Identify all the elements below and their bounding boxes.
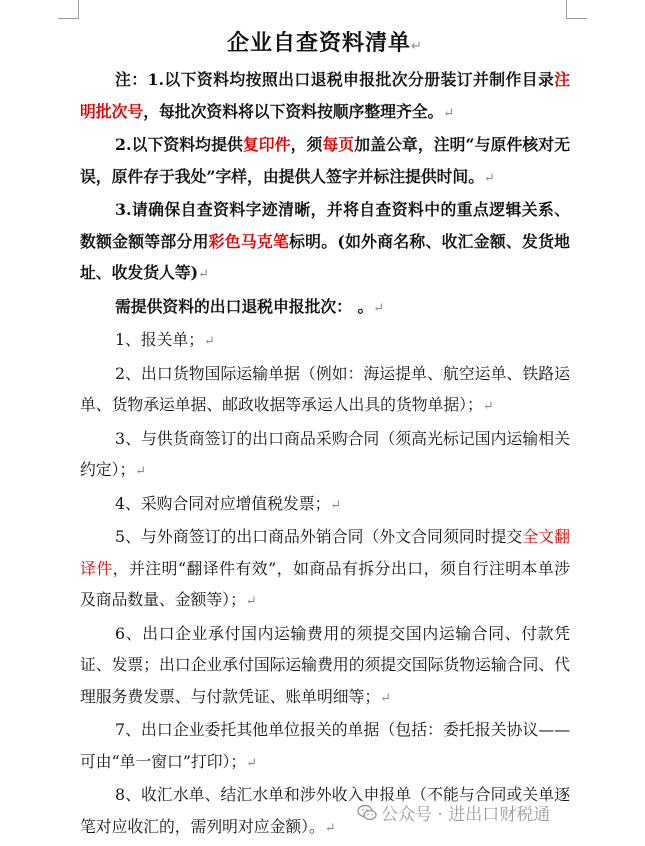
note-3-highlight: 彩色马克笔 [208,231,290,251]
paragraph-mark: ↵ [245,594,257,609]
note-1-text-end: ，每批次资料将以下资料按顺序整理齐全。 [143,101,444,121]
note-1 [80,64,570,129]
list-item-4 [80,488,570,522]
page-corner-mark-top-right [566,0,587,19]
paragraph-mark: ↵ [482,399,494,414]
title-text: 企业自查资料清单 [227,31,412,56]
list-item-1-text: 1、报关单； [115,330,205,349]
watermark-text: 公众号 · 进出口财税通 [381,805,551,825]
batch-heading-text: 需提供资料的出口退税申报批次： 。 [115,296,374,316]
document-page [80,24,570,844]
paragraph-mark: ↵ [484,170,495,186]
paragraph-mark: ↵ [330,497,342,513]
list-item-5-text-end: ，并注明“翻译件有效”，如商品有拆分出口，须自行注明本单涉及商品数量、金额等）； [80,558,570,609]
note-2-text-mid: ，须 [290,135,323,154]
list-item-6 [80,618,570,715]
paragraph-mark: ↵ [246,755,258,771]
paragraph-mark: ↵ [204,334,215,349]
note-3 [80,194,570,291]
list-item-2 [80,358,570,423]
paragraph-mark: ↵ [380,690,392,706]
note-2-text-end: 加盖公章，注明“与原件核对无误，原件存于我处”字样，由提供人签字并标注提供时间。 [80,135,570,186]
note-1-text: 注：1.以下资料均按照出口退税申报批次分册装订并制作目录 [115,70,555,89]
paragraph-mark: ↵ [411,39,423,54]
list-item-2-text: 2、出口货物国际运输单据（例如：海运提单、航空运单、铁路运单、货物承运单据、邮政收据等承运人出具的货物单据）； [80,363,570,414]
list-item-5-highlight: 全文翻译件 [80,527,570,578]
note-2-highlight-1: 复印件 [242,135,291,154]
list-item-5 [80,521,570,618]
note-1-highlight: 注明批次号 [80,70,570,121]
paragraph-mark: ↵ [324,820,336,836]
list-item-7 [80,714,570,779]
note-2-highlight-2: 每页 [322,135,355,154]
list-item-5-text: 5、与外商签订的出口商品外销合同（外文合同须同时提交 [115,527,523,546]
document-title [80,24,570,64]
list-item-7-text: 7、出口企业委托其他单位报关的单据（包括：委托报关协议——可由“单一窗口”打印）； [80,720,570,771]
list-item-4-text: 4、采购合同对应增值税发票； [115,493,331,513]
watermark [357,800,550,825]
note-2 [80,129,570,194]
paragraph-mark: ↵ [135,464,147,479]
list-item-8-text: 8、收汇水单、结汇水单和涉外收入申报单（不能与合同或关单逐笔对应收汇的，需列明对应金额）。 [80,785,570,836]
batch-heading [80,291,570,325]
list-item-3-text: 3、与供货商签订的出口商品采购合同（须高光标记国内运输相关约定）； [80,428,570,479]
note-2-text: 2.以下资料均提供 [115,135,243,154]
list-item-1 [80,324,570,358]
list-item-3 [80,423,570,488]
wechat-icon [357,804,377,822]
paragraph-mark: ↵ [373,300,385,316]
paragraph-mark: ↵ [443,105,455,121]
note-3-text: 3.请确保自查资料字迹清晰，并将自查资料中的重点逻辑关系、数额金额等部分用 [80,200,570,251]
paragraph-mark: ↵ [198,267,209,282]
list-item-6-text: 6、出口企业承付国内运输费用的须提交国内运输合同、付款凭证、发票；出口企业承付国际运输费用的须提交国际货物运输合同、代理服务费发票、与付款凭证、账单明细等； [80,623,570,706]
page-corner-mark-top-left [58,0,79,19]
note-3-text-end: 标明。(如外商名称、收汇金额、发货地址、收发货人等) [80,231,570,282]
